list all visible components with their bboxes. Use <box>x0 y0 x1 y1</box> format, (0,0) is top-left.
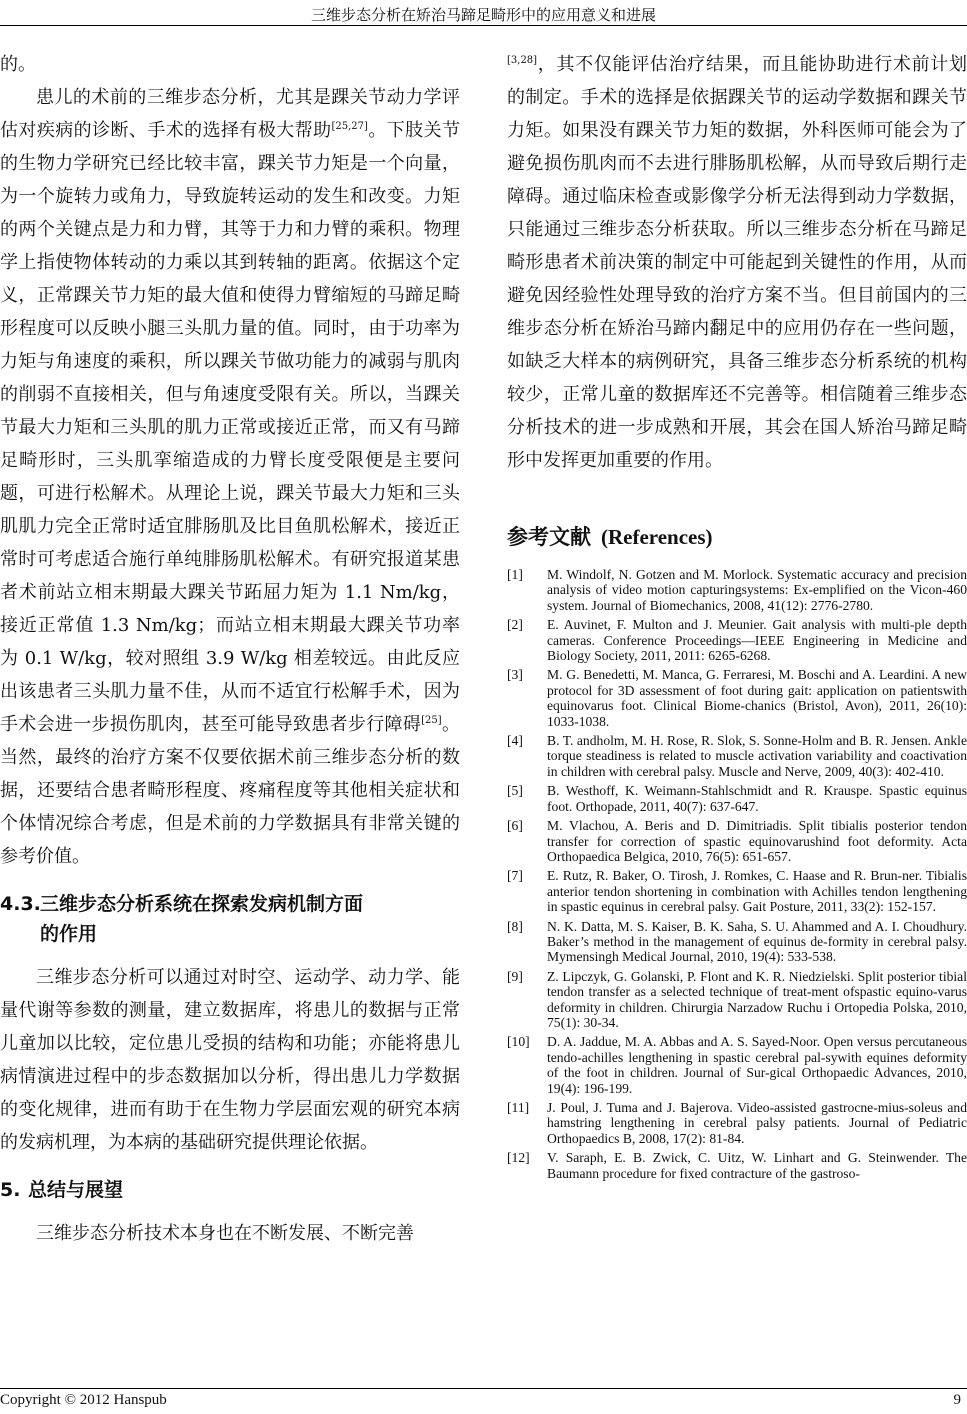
reference-text: B. Westhoff, K. Weimann-Stahlschmidt and R. Krauspe. Spastic equinus foot. Orthopade, 2011, 40(7): 637-647. <box>547 783 967 814</box>
section-heading-5 <box>0 1175 460 1205</box>
footer-rule <box>0 1388 967 1389</box>
reference-list <box>507 567 967 1181</box>
reference-text: E. Auvinet, F. Multon and J. Meunier. Gait analysis with multi-ple depth cameras. Conference Proceedings—IEEE Engineering in Medicine and Biology Society, 2011, 2011: 6265-6268. <box>547 617 967 664</box>
reference-text: Z. Lipczyk, G. Golanski, P. Flont and K. R. Niedzielski. Split posterior tibial tendon transfer as a selected technique of treat-ment ofspastic equino-varus deformity in children. Chirurgia Narzadow Ruchu i Ortopedia Polska, 2010, 75(1): 30-34. <box>547 968 967 1030</box>
left-column <box>0 48 460 1250</box>
paragraph-summary-cont <box>507 48 967 477</box>
reference-text: M. Vlachou, A. Beris and D. Dimitriadis. Split tibialis posterior tendon transfer for correction of spastic equinovarushind foot deformity. Acta Orthopaedica Belgica, 2010, 76(5): 651-657. <box>547 818 967 864</box>
section-title: 三维步态分析系统在探索发病机制方面 <box>40 893 364 915</box>
reference-text: B. T. andholm, M. H. Rose, R. Slok, S. Sonne-Holm and B. R. Jensen. Ankle torque steadiness is related to muscle activation variability and coactivation in children with cerebral palsy. Muscle and Nerve, 2009, 40(3): 402-410. <box>547 733 967 779</box>
citation: [25,27] <box>331 121 368 132</box>
reference-number: [9] <box>507 968 523 984</box>
paragraph-continuation: 的。 <box>0 54 36 75</box>
text: 。下肢关节的生物力学研究已经比较丰富，踝关节力矩是一个向量，为一个旋转力或角力，导致旋转运动的发生和改变。力矩的两个关键点是力和力臂，其等于力和力臂的乘积。物理学上指使物体转动的力乘以其到转轴的距离。依据这个定义，正常踝关节力矩的最大值和使得力臂缩短的马蹄足畸形程度可以反映小腿三头肌力量的值。同时，由于功率为力矩与角速度的乘积，所以踝关节做功能力的减弱与肌肉的削弱不直接相关，但与角速度受限有关。所以，当踝关节最大力矩和三头肌的肌力正常或接近正常，而又有马蹄足畸形时，三头肌挛缩造成的力臂长度受限便是主要问题，可进行松解术。从理论上说，踝关节最大力矩和三头肌肌力完全正常时适宜腓肠肌及比目鱼肌松解术，接近正常时可考虑适合施行单纯腓肠肌松解术。有研究报道某患者术前站立相末期最大踝关节跖屈力矩为 1.1 Nm/kg，接近正常值 1.3 Nm/kg；而站立相末期最大踝关节功率为 0.1 W/kg，较对照组 3.9 W/kg 相差较远。由此反应出该患者三头肌力量不佳，从而不适宜行松解手术，因为手术会进一步损伤肌肉，甚至可能导致患者步行障碍 <box>0 120 461 735</box>
references-title-cn: 参考文献 <box>507 525 591 549</box>
reference-text: N. K. Datta, M. S. Kaiser, B. K. Saha, S. U. Ahammed and A. I. Choudhury. Baker’s method in the management of equinus de-formity in cerebral palsy. Mymensingh Medical Journal, 2010, 19(4): 533-538. <box>547 918 967 965</box>
section-number: 4.3. <box>0 893 41 915</box>
section-heading-4-3 <box>0 889 460 949</box>
reference-number: [8] <box>507 918 523 934</box>
text: 。当然，最终的治疗方案不仅要依据术前三维步态分析的数据，还要结合患者畸形程度、疼痛程度等其他相关症状和个体情况综合考虑，但是术前的力学数据具有非常关键的参考价值。 <box>0 714 460 867</box>
reference-number: [2] <box>507 617 523 633</box>
running-header: 三维步态分析在矫治马蹄足畸形中的应用意义和进展 <box>310 6 656 24</box>
paragraph-summary: 三维步态分析技术本身也在不断发展、不断完善 <box>36 1223 414 1244</box>
reference-item <box>507 818 967 864</box>
section-title: 总结与展望 <box>28 1179 124 1201</box>
reference-item <box>507 1100 967 1146</box>
reference-item <box>507 919 967 965</box>
text: ，其不仅能评估治疗结果，而且能协助进行术前计划的制定。手术的选择是依据踝关节的运动学数据和踝关节力矩。如果没有踝关节力矩的数据，外科医师可能会为了避免损伤肌肉而不去进行腓肠肌松解，从而导致后期行走障碍。通过临床检查或影像学分析无法得到动力学数据，只能通过三维步态分析获取。所以三维步态分析在马蹄足畸形患者术前决策的制定中可能起到关键性的作用，从而避免因经验性处理导致的治疗方案不当。但目前国内的三维步态分析在矫治马蹄内翻足中的应用仍存在一些问题，如缺乏大样本的病例研究，具备三维步态分析系统的机构较少，正常儿童的数据库还不完善等。相信随着三维步态分析技术的进一步成熟和开展，其会在国人矫治马蹄足畸形中发挥更加重要的作用。 <box>507 54 967 471</box>
reference-text: V. Saraph, E. B. Zwick, C. Uitz, W. Linhart and G. Steinwender. The Baumann procedure for fixed contracture of the gastroso- <box>547 1150 967 1181</box>
reference-number: [12] <box>507 1150 530 1166</box>
page-number: 9 <box>953 1392 961 1408</box>
reference-number: [6] <box>507 818 523 834</box>
text: 患儿的术前的三维步态分析，尤其是踝关节动力学评估对疾病的诊断、手术的选择有极大帮助 <box>0 87 460 141</box>
reference-item <box>507 868 967 914</box>
reference-item <box>507 617 967 663</box>
reference-number: [1] <box>507 567 523 582</box>
reference-item <box>507 1150 967 1181</box>
reference-text: M. G. Benedetti, M. Manca, G. Ferraresi, M. Boschi and A. Leardini. A new protocol for 3D assessment of foot during gait: application on patientswith equinovarus foot. Clinical Biome-chanics (Bristol, Avon), 2011, 26(10): 1033-1038. <box>547 667 967 729</box>
reference-text: J. Poul, J. Tuma and J. Bajerova. Video-assisted gastrocne-mius-soleus and hamstring lengthening in cerebral palsy patients. Journal of Pediatric Orthopaedics B, 2008, 17(2): 81-84. <box>547 1100 967 1146</box>
reference-text: M. Windolf, N. Gotzen and M. Morlock. Systematic accuracy and precision analysis of video motion capturingsystems: Ex-emplified on the Vicon-460 system. Journal of Biomechanics, 2008, 41(12): 2776-2780. <box>547 567 967 613</box>
reference-item <box>507 969 967 1031</box>
reference-text: E. Rutz, R. Baker, O. Tirosh, J. Romkes, C. Haase and R. Brun-ner. Tibialis anterior tendon shortening in combination with Achilles tendon lengthening in spastic equinus in cerebral palsy. Gait Posture, 2011, 33(2): 152-157. <box>547 868 967 915</box>
citation: [3,28] <box>507 55 538 66</box>
reference-number: [7] <box>507 868 523 884</box>
reference-item <box>507 733 967 779</box>
reference-number: [11] <box>507 1100 530 1115</box>
paragraph-mechanism: 三维步态分析可以通过对时空、运动学、动力学、能量代谢等参数的测量，建立数据库，将患儿的数据与正常儿童加以比较，定位患儿受损的结构和功能；亦能将患儿病情演进过程中的步态数据加以分析，得出患儿力学数据的变化规律，进而有助于在生物力学层面宏观的研究本病的发病机理，为本病的基础研究提供理论依据。 <box>0 967 460 1153</box>
section-title-cont: 的作用 <box>40 923 98 945</box>
reference-number: [5] <box>507 783 523 799</box>
reference-item <box>507 667 967 729</box>
right-column <box>507 48 967 1185</box>
reference-item <box>507 1034 967 1096</box>
reference-item <box>507 783 967 814</box>
reference-item <box>507 567 967 613</box>
paragraph-ankle-kinetics <box>0 81 460 873</box>
references-title-en: (References) <box>601 525 713 549</box>
reference-text: D. A. Jaddue, M. A. Abbas and A. S. Sayed-Noor. Open versus percutaneous tendo-achilles lengthening in spastic cerebral pal-sywith equines deformity of the foot in children. Journal of Sur-gical Orthopaedic Advances, 2010, 19(4): 196-199. <box>547 1034 967 1096</box>
citation: [25] <box>421 715 442 726</box>
copyright: Copyright © 2012 Hanspub <box>0 1392 167 1408</box>
reference-number: [3] <box>507 667 523 683</box>
header-rule <box>0 25 967 26</box>
section-number: 5. <box>0 1179 21 1201</box>
reference-number: [10] <box>507 1034 530 1050</box>
references-heading <box>507 521 967 551</box>
reference-number: [4] <box>507 733 523 749</box>
